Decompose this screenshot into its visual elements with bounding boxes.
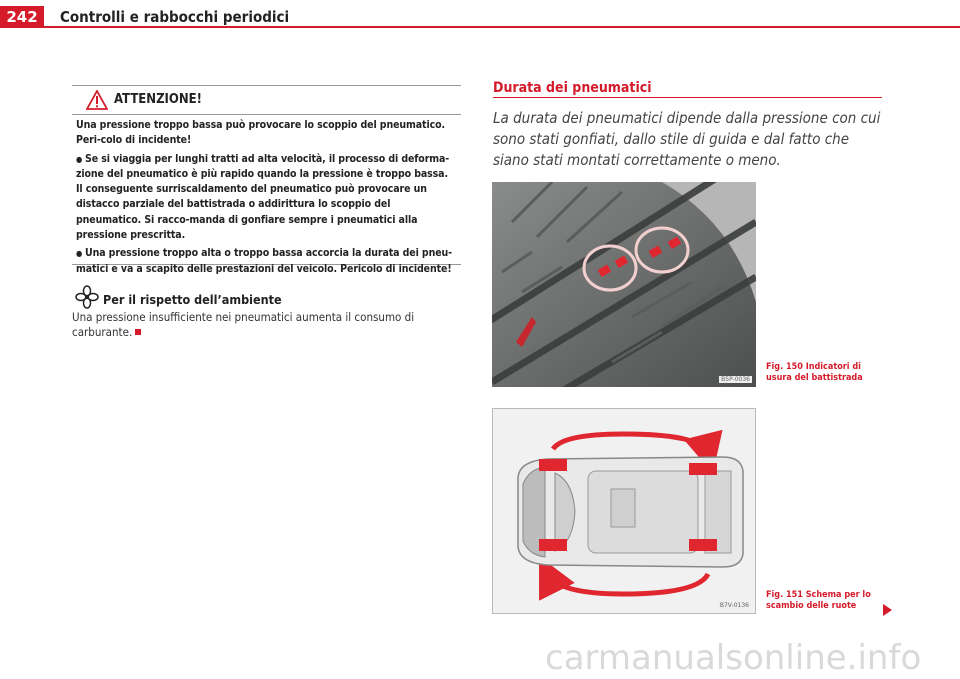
figure-code: B5P-0036: [721, 376, 750, 383]
warning-title: ATTENZIONE!: [114, 92, 202, 107]
figure-code: B7V-0136: [719, 602, 749, 609]
tread-illustration: [492, 182, 756, 387]
warning-bullet: ●Una pressione troppo alta o troppo bassa accorcia la durata dei pneu-matici e va a scapito delle prestazioni del veicolo. Pericolo di incidente!: [76, 246, 455, 277]
section-title: Durata dei pneumatici: [493, 80, 652, 96]
tread-wear-figure: [492, 182, 756, 387]
warning-bullet: ●Se si viaggia per lunghi tratti ad alta velocità, il processo di deforma-zione del pneumatico è più rapido quando la pressione è troppo bassa. Il conseguente surriscaldamento del pneumatico può provocare un distacco parziale del battistrada o addirittura lo scoppio del pneumatico. Si racco-manda di gonfiare sempre i pneumatici alla pressione prescritta.: [76, 152, 455, 244]
warning-body: [72, 115, 461, 277]
warning-paragraph: Una pressione troppo bassa può provocare lo scoppio del pneumatico. Peri-colo di incidente!: [76, 119, 445, 147]
header-rule: [44, 26, 960, 28]
wheel-rotation-figure: [492, 408, 756, 614]
end-marker: [135, 329, 141, 335]
environment-text: Una pressione insufficiente nei pneumatici aumenta il consumo di carburante.: [72, 310, 415, 339]
section-intro: La durata dei pneumatici dipende dalla pressione con cui sono stati gonfiati, dallo stile di guida e dal fatto che siano stati montati correttamente o meno.: [493, 109, 881, 169]
warning-header: [72, 86, 461, 115]
flower-icon: [75, 285, 99, 309]
car-topview-illustration: [493, 409, 755, 613]
figure-150-caption: Fig. 150 Indicatori di usura del battistrada: [766, 362, 863, 383]
section-rule: [493, 97, 882, 98]
figure-151-caption: Fig. 151 Schema per lo scambio delle ruote: [766, 590, 871, 611]
bullet-icon: [76, 152, 85, 161]
watermark: carmanualsonline.info: [545, 638, 922, 678]
continue-arrow-icon: [883, 604, 892, 616]
warning-triangle-icon: [86, 90, 108, 110]
chapter-title: Controlli e rabbocchi periodici: [60, 8, 290, 26]
bullet-icon: [76, 246, 85, 255]
warning-box: [72, 85, 461, 275]
page-header: [0, 0, 960, 30]
page-number: 242: [0, 6, 44, 28]
environment-title: Per il rispetto dell’ambiente: [103, 292, 282, 307]
